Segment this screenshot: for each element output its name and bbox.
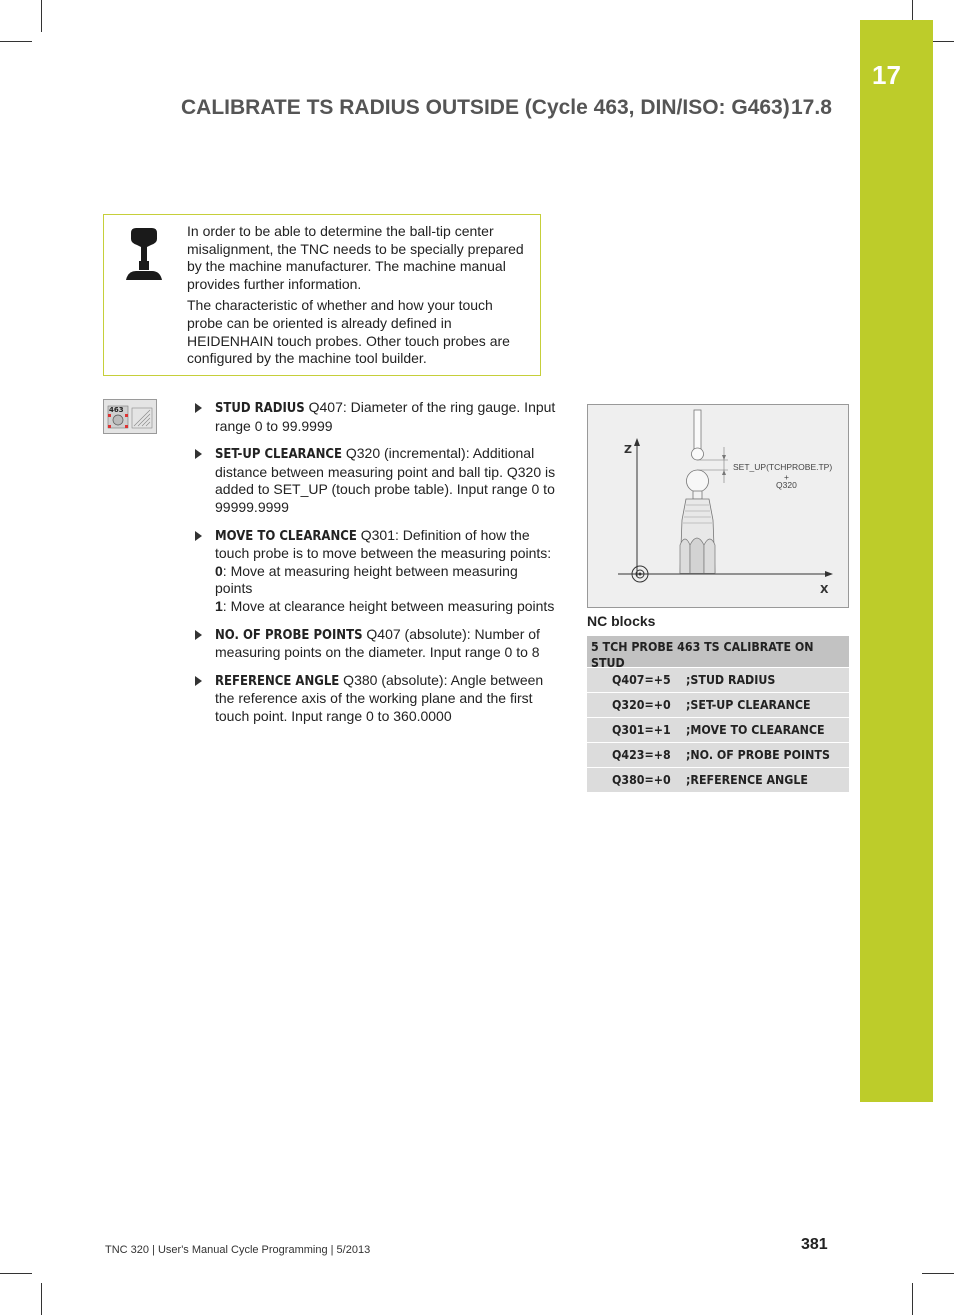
page-title: CALIBRATE TS RADIUS OUTSIDE (Cycle 463, DIN/ISO: G463)	[181, 96, 790, 119]
chapter-tab	[860, 20, 933, 1102]
param-setup-clearance	[194, 445, 556, 516]
table-row	[587, 692, 849, 717]
param-description: Q380 (absolute): Angle between the reference axis of the working plane and the first touch point. Input range 0 to 360.0000	[215, 671, 544, 724]
note-text	[187, 223, 532, 372]
table-row	[587, 667, 849, 692]
param-keyword: SET-UP CLEARANCE	[215, 447, 342, 463]
param-description: Q407 (absolute): Number of measuring points on the diameter. Input range 0 to 8	[215, 625, 540, 661]
crop-mark	[922, 1273, 954, 1274]
param-description: Q407: Diameter of the ring gauge. Input range 0 to 99.9999	[215, 399, 556, 434]
bullet-arrow-icon	[195, 403, 202, 413]
axis-x-label: X	[820, 583, 829, 596]
nc-param: Q301=+1	[612, 723, 671, 737]
param-no-of-probe-points	[194, 626, 556, 662]
param-keyword: MOVE TO CLEARANCE	[215, 528, 357, 544]
nc-param: Q320=+0	[612, 698, 671, 712]
nc-comment: ;NO. OF PROBE POINTS	[686, 748, 830, 762]
param-keyword: STUD RADIUS	[215, 401, 305, 416]
param-description: Q301: Definition of how the touch probe is to move between the measuring points:	[215, 526, 552, 562]
param-description: Q320 (incremental): Additional distance between measuring point and ball tip. Q320 is added to SET_UP (touch probe table). Input range 0 to 99999.9999	[215, 445, 556, 515]
bullet-arrow-icon	[195, 630, 202, 640]
probe-diagram	[587, 404, 849, 608]
nc-comment: ;SET-UP CLEARANCE	[686, 698, 811, 712]
nc-param: Q380=+0	[612, 773, 671, 787]
option-text: : Move at clearance height between measuring points	[222, 597, 555, 614]
cycle-number-label: 463	[109, 406, 124, 414]
bullet-arrow-icon	[195, 449, 202, 459]
machine-dependent-probe-icon	[124, 225, 164, 281]
crop-mark	[41, 1283, 42, 1315]
plus-label: +	[784, 472, 789, 482]
table-row	[587, 767, 849, 792]
axis-z-label: Z	[624, 443, 632, 456]
section-number: 17.8	[791, 96, 832, 119]
bullet-arrow-icon	[195, 531, 202, 541]
note-paragraph: The characteristic of whether and how your touch probe can be oriented is already defined in HEIDENHAIN touch probes. Other touch probes are configured by the machine tool builder.	[187, 297, 510, 367]
param-keyword: NO. OF PROBE POINTS	[215, 627, 363, 643]
parameter-list	[194, 399, 556, 736]
param-keyword: REFERENCE ANGLE	[215, 673, 340, 689]
nc-block-header: 5 TCH PROBE 463 TS CALIBRATE ON STUD	[587, 636, 849, 667]
nc-blocks-heading: NC blocks	[587, 613, 656, 629]
bullet-arrow-icon	[195, 676, 202, 686]
table-row	[587, 717, 849, 742]
option-key: 0	[215, 562, 223, 579]
nc-comment: ;MOVE TO CLEARANCE	[686, 723, 825, 737]
option-text: : Move at measuring height between measuring points	[215, 562, 518, 597]
crop-mark	[41, 0, 42, 32]
nc-param: Q407=+5	[612, 673, 671, 687]
footer-text: TNC 320 | User's Manual Cycle Programming | 5/2013	[105, 1244, 371, 1256]
note-paragraph: In order to be able to determine the ball-tip center misalignment, the TNC needs to be specially prepared by the machine manufacturer. The machine manual provides further information.	[187, 223, 524, 292]
nc-comment: ;STUD RADIUS	[686, 673, 776, 687]
table-row	[587, 742, 849, 767]
param-move-to-clearance	[194, 527, 556, 616]
note-box	[103, 214, 541, 376]
q320-label: Q320	[776, 480, 797, 490]
option-key: 1	[215, 597, 223, 614]
crop-mark	[912, 1283, 913, 1315]
crop-mark	[0, 1273, 32, 1274]
setup-label: SET_UP(TCHPROBE.TP)	[733, 462, 833, 472]
crop-mark	[0, 41, 32, 42]
cycle-463-softkey-icon	[103, 399, 157, 434]
nc-blocks-table	[587, 636, 849, 792]
nc-param: Q423=+8	[612, 748, 671, 762]
param-reference-angle	[194, 672, 556, 726]
page-number: 381	[801, 1236, 828, 1253]
chapter-number: 17	[872, 60, 901, 90]
nc-comment: ;REFERENCE ANGLE	[686, 773, 808, 787]
param-stud-radius	[194, 399, 556, 435]
